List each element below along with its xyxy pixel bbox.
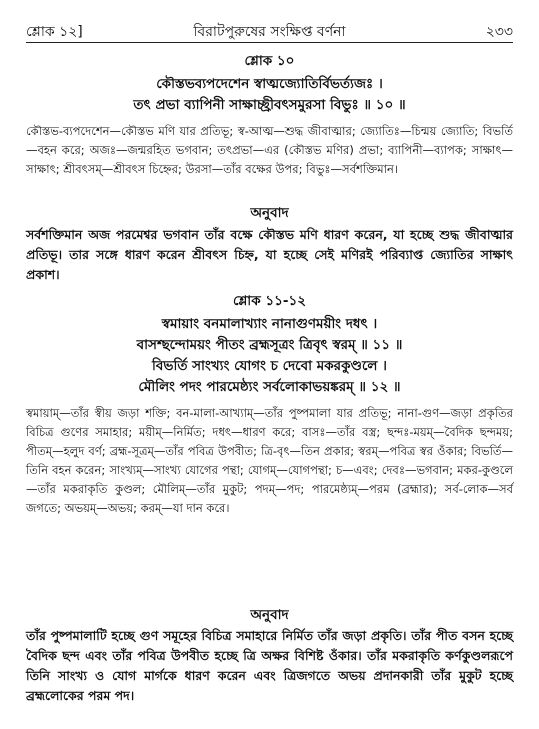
header-divider	[26, 42, 513, 43]
verse-line: বাসশ্ছন্দোময়ং পীতং ব্রহ্মসূত্রং ত্রিবৃৎ স্বরম্ ॥ ১১ ॥	[136, 337, 403, 353]
page-number: ২৩৩	[485, 24, 513, 40]
verse-10-title	[26, 52, 513, 70]
verse-11-12-sanskrit	[26, 314, 513, 398]
verse-title: শ্লোক ১০	[244, 53, 295, 69]
page-header	[26, 20, 513, 40]
header-chapter-title: বিরাটপুরুষের সংক্ষিপ্ত বর্ণনা	[193, 24, 346, 40]
verse-title: শ্লোক ১১-১২	[232, 293, 306, 309]
verse-line: কৌস্তভব্যপদেশেন স্বাত্মজ্যোতির্বিভর্ত্যজঃ ।	[156, 76, 383, 92]
verse-line: তৎ প্রভা ব্যাপিনী সাক্ষাচ্ছ্রীবৎসমুরসা বিভুঃ ॥ ১০ ॥	[133, 97, 406, 113]
verse-line: মৌলিং পদং পারমেষ্ঠ্যং সর্বলোকাভয়ঙ্করম্ ॥ ১২ ॥	[138, 379, 401, 395]
header-verse-ref: শ্লোক ১২]	[26, 24, 83, 40]
verse-11-12-synonyms: স্বমায়াম্—তাঁর স্বীয় জড়া শক্তি; বন-মালা-আখ্যাম্—তাঁর পুষ্পমালা যার প্রতিভূ; নানা-গুণ—জড়া প্রকৃতির বিচিত্র গুণের সমাহার; ময়ীম্—নির্মিত; দধৎ—ধারণ করে; বাসঃ—তাঁর বস্ত্র; ছন্দঃ-ময়ম্—বৈদিক ছন্দময়; পীতম্—হলুদ বর্ণ; ব্রহ্ম-সূত্রম্—তাঁর পবিত্র উপবীত; ত্রি-বৃৎ—তিন প্রকার; স্বরম্—পবিত্র স্বর ওঁকার; বিভর্তি—তিনি বহন করেন; সাংখ্যম্—সাংখ্য যোগের পন্থা; যোগম্—যোগপন্থা; চ—এবং; দেবঃ—ভগবান; মকর-কুণ্ডলে—তাঁর মকরাকৃতি কুণ্ডল; মৌলিম্—তাঁর মুকুট; পদম্—পদ; পারমেষ্ঠ্যম্—পরম (ব্রহ্মার); সর্ব-লোক—সর্ব জগতে; অভয়ম্—অভয়; করম্—যা দান করে।	[26, 406, 513, 515]
verse-10-synonyms: কৌস্তভ-ব্যপদেশেন—কৌস্তভ মণি যার প্রতিভূ; স্ব-আত্ম—শুদ্ধ জীবাত্মার; জ্যোতিঃ—চিন্ময় জ্যোতি; বিভর্তি—বহন করে; অজঃ—জন্মরহিত ভগবান; তৎপ্রভা—এর (কৌস্তভ মণির) প্রভা; ব্যাপিনী—ব্যাপক; সাক্ষাৎ—সাক্ষাৎ; শ্রীবৎসম্—শ্রীবৎস চিহ্নের; উরসা—তাঁর বক্ষের উপর; বিভুঃ—সর্বশক্তিমান।	[26, 124, 513, 176]
verse-line: বিভর্তি সাংখ্যং যোগং চ দেবো মকরকুণ্ডলে ।	[152, 358, 387, 374]
verse-11-12-translation-heading: অনুবাদ	[250, 607, 289, 623]
verse-10-translation: সর্বশক্তিমান অজ পরমেশ্বর ভগবান তাঁর বক্ষে কৌস্তভ মণি ধারণ করেন, যা হচ্ছে শুদ্ধ জীবাত্মার প্রতিভূ। তার সঙ্গে ধারণ করেন শ্রীবৎস চিহ্ন, যা হচ্ছে সেই মণিরই পরিব্যাপ্ত জ্যোতির সাক্ষাৎ প্রকাশ।	[26, 227, 513, 282]
verse-line: স্বমায়াং বনমালাখ্যাং নানাগুণময়ীং দধৎ ।	[161, 316, 378, 332]
verse-11-12-title	[26, 292, 513, 310]
verse-10-translation-heading: অনুবাদ	[250, 205, 289, 221]
verse-11-12-translation: তাঁর পুষ্পমালাটি হচ্ছে গুণ সমূহের বিচিত্র সমাহারে নির্মিত তাঁর জড়া প্রকৃতি। তাঁর পীত বসন হচ্ছে বৈদিক ছন্দ এবং তাঁর পবিত্র উপবীত হচ্ছে ত্রি অক্ষর বিশিষ্ট ওঁকার। তাঁর মকরাকৃতি কর্ণকুণ্ডলরূপে তিনি সাংখ্য ও যোগ মার্গকে ধারণ করেন এবং ত্রিজগতে অভয় প্রদানকারী তাঁর মুকুট হচ্ছে ব্রহ্মলোকের পরম পদ।	[26, 628, 513, 703]
verse-10-sanskrit	[26, 74, 513, 116]
